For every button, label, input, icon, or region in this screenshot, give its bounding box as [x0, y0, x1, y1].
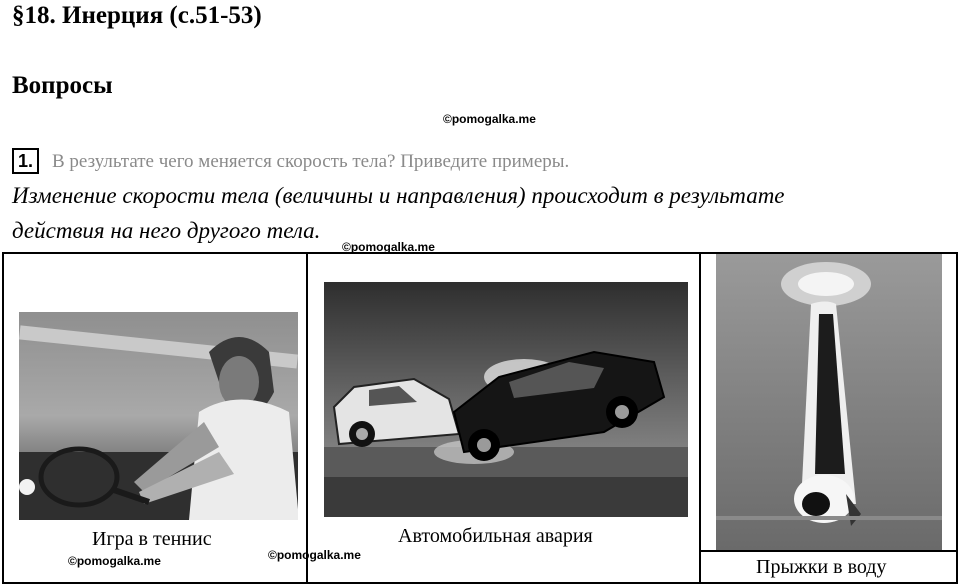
tennis-player-photo	[19, 312, 298, 520]
watermark: ©pomogalka.me	[342, 240, 435, 254]
answer-line-1: Изменение скорости тела (величины и направления) происходит в результате	[12, 183, 785, 208]
caption-car-crash: Автомобильная авария	[398, 525, 593, 547]
caption-diving: Прыжки в воду	[756, 556, 887, 578]
diver-photo	[716, 254, 942, 550]
page-title: §18. Инерция (с.51-53)	[12, 2, 262, 29]
question-text: В результате чего меняется скорость тела? Приведите примеры.	[52, 151, 570, 172]
car-crash-photo	[324, 282, 688, 517]
column-divider	[699, 252, 701, 584]
column-divider	[306, 252, 308, 584]
section-heading: Вопросы	[12, 72, 113, 99]
watermark: ©pomogalka.me	[443, 112, 536, 126]
watermark: ©pomogalka.me	[68, 554, 161, 568]
caption-tennis: Игра в теннис	[92, 528, 212, 550]
question-number: 1.	[12, 148, 39, 174]
answer-line-2: действия на него другого тела.	[12, 218, 321, 243]
watermark: ©pomogalka.me	[268, 548, 361, 562]
row-divider	[699, 550, 957, 552]
